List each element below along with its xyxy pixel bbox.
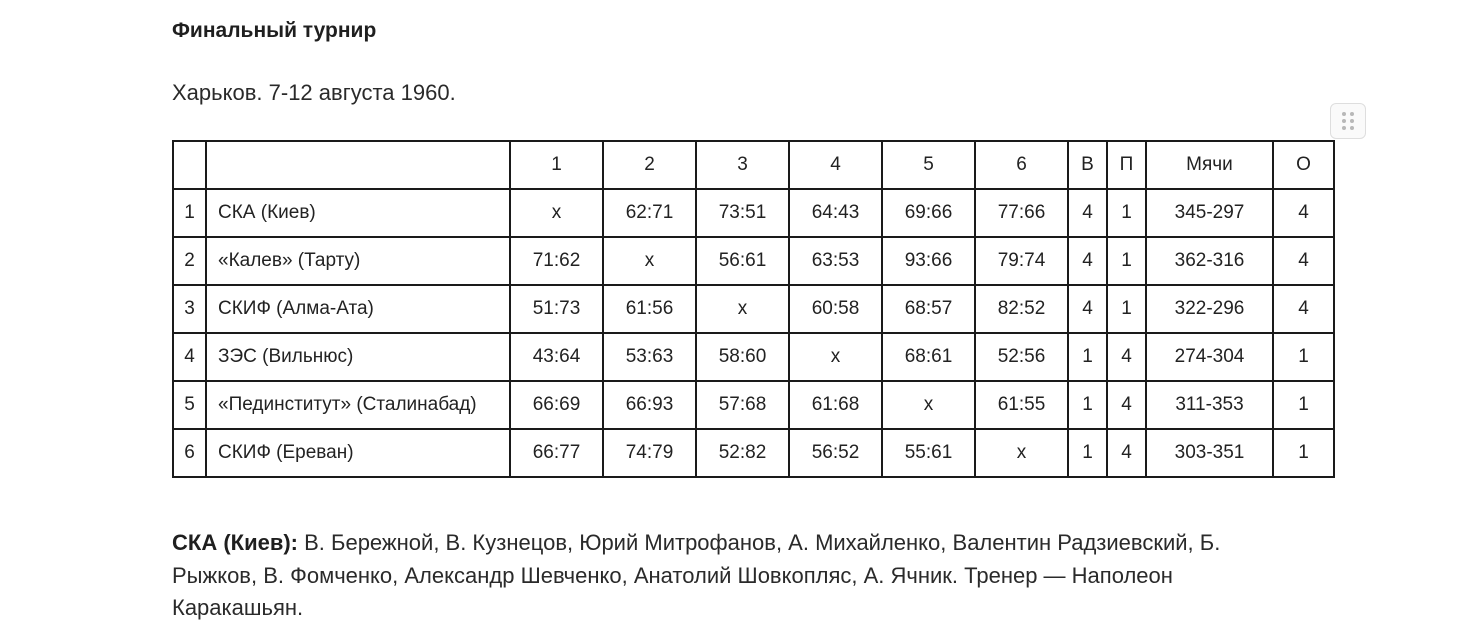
header-cell — [206, 141, 510, 189]
points-cell: 1 — [1273, 333, 1334, 381]
place-cell: 5 — [173, 381, 206, 429]
losses-cell: 1 — [1107, 285, 1146, 333]
standings-body — [173, 141, 1334, 477]
result-cell: 61:55 — [975, 381, 1068, 429]
losses-cell: 4 — [1107, 381, 1146, 429]
result-cell: 52:56 — [975, 333, 1068, 381]
wins-cell: 1 — [1068, 381, 1107, 429]
result-cell: 60:58 — [789, 285, 882, 333]
table-header-row — [173, 141, 1334, 189]
result-cell: x — [603, 237, 696, 285]
team-cell: «Калев» (Тарту) — [206, 237, 510, 285]
team-cell: СКА (Киев) — [206, 189, 510, 237]
result-cell: 51:73 — [510, 285, 603, 333]
roster-team-name: СКА (Киев): — [172, 530, 299, 555]
result-cell: 62:71 — [603, 189, 696, 237]
result-cell: 71:62 — [510, 237, 603, 285]
losses-cell: 4 — [1107, 333, 1146, 381]
wins-cell: 4 — [1068, 189, 1107, 237]
roster-players-text: В. Бережной, В. Кузнецов, Юрий Митрофанов, А. Михайленко, Валентин Радзиевский, Б. Рыжков, В. Фомченко, Александр Шевченко, Анатолий Шовкопляс, А. Ячник. Тренер — Наполеон Каракашьян. — [172, 530, 1221, 620]
result-cell: 57:68 — [696, 381, 789, 429]
result-cell: 73:51 — [696, 189, 789, 237]
tournament-location-date: Харьков. 7-12 августа 1960. — [172, 80, 456, 105]
result-cell: 66:69 — [510, 381, 603, 429]
wins-cell: 1 — [1068, 429, 1107, 477]
header-cell: 6 — [975, 141, 1068, 189]
result-cell: x — [510, 189, 603, 237]
header-cell: 5 — [882, 141, 975, 189]
table-row — [173, 429, 1334, 477]
balls-cell: 303-351 — [1146, 429, 1273, 477]
place-cell: 6 — [173, 429, 206, 477]
result-cell: 69:66 — [882, 189, 975, 237]
result-cell: 56:52 — [789, 429, 882, 477]
standings-table — [172, 140, 1335, 478]
wins-cell: 4 — [1068, 285, 1107, 333]
header-cell: 1 — [510, 141, 603, 189]
result-cell: 68:57 — [882, 285, 975, 333]
table-row — [173, 333, 1334, 381]
result-cell: 61:56 — [603, 285, 696, 333]
drag-handle-icon[interactable] — [1330, 103, 1366, 139]
team-cell: СКИФ (Алма-Ата) — [206, 285, 510, 333]
header-cell: Мячи — [1146, 141, 1273, 189]
header-cell: 4 — [789, 141, 882, 189]
result-cell: 43:64 — [510, 333, 603, 381]
losses-cell: 1 — [1107, 237, 1146, 285]
header-cell — [173, 141, 206, 189]
balls-cell: 322-296 — [1146, 285, 1273, 333]
header-cell: П — [1107, 141, 1146, 189]
result-cell: 56:61 — [696, 237, 789, 285]
result-cell: 58:60 — [696, 333, 789, 381]
place-cell: 2 — [173, 237, 206, 285]
result-cell: 55:61 — [882, 429, 975, 477]
points-cell: 4 — [1273, 237, 1334, 285]
table-row — [173, 237, 1334, 285]
header-cell: В — [1068, 141, 1107, 189]
balls-cell: 362-316 — [1146, 237, 1273, 285]
team-cell: СКИФ (Ереван) — [206, 429, 510, 477]
team-cell: ЗЭС (Вильнюс) — [206, 333, 510, 381]
team-cell: «Пединститут» (Сталинабад) — [206, 381, 510, 429]
header-cell: О — [1273, 141, 1334, 189]
result-cell: 66:77 — [510, 429, 603, 477]
result-cell: x — [696, 285, 789, 333]
result-cell: 77:66 — [975, 189, 1068, 237]
balls-cell: 311-353 — [1146, 381, 1273, 429]
result-cell: 61:68 — [789, 381, 882, 429]
result-cell: 53:63 — [603, 333, 696, 381]
result-cell: 63:53 — [789, 237, 882, 285]
place-cell: 3 — [173, 285, 206, 333]
points-cell: 1 — [1273, 381, 1334, 429]
team-roster-paragraph — [172, 527, 1282, 625]
points-cell: 4 — [1273, 285, 1334, 333]
place-cell: 4 — [173, 333, 206, 381]
points-cell: 1 — [1273, 429, 1334, 477]
header-cell: 2 — [603, 141, 696, 189]
result-cell: x — [789, 333, 882, 381]
balls-cell: 345-297 — [1146, 189, 1273, 237]
result-cell: 68:61 — [882, 333, 975, 381]
result-cell: 74:79 — [603, 429, 696, 477]
result-cell: 82:52 — [975, 285, 1068, 333]
result-cell: 64:43 — [789, 189, 882, 237]
result-cell: 66:93 — [603, 381, 696, 429]
result-cell: 52:82 — [696, 429, 789, 477]
losses-cell: 1 — [1107, 189, 1146, 237]
place-cell: 1 — [173, 189, 206, 237]
result-cell: 79:74 — [975, 237, 1068, 285]
balls-cell: 274-304 — [1146, 333, 1273, 381]
table-row — [173, 285, 1334, 333]
result-cell: x — [882, 381, 975, 429]
table-row — [173, 189, 1334, 237]
result-cell: x — [975, 429, 1068, 477]
result-cell: 93:66 — [882, 237, 975, 285]
wins-cell: 4 — [1068, 237, 1107, 285]
losses-cell: 4 — [1107, 429, 1146, 477]
wins-cell: 1 — [1068, 333, 1107, 381]
section-heading: Финальный турнир — [172, 19, 377, 42]
points-cell: 4 — [1273, 189, 1334, 237]
table-row — [173, 381, 1334, 429]
header-cell: 3 — [696, 141, 789, 189]
